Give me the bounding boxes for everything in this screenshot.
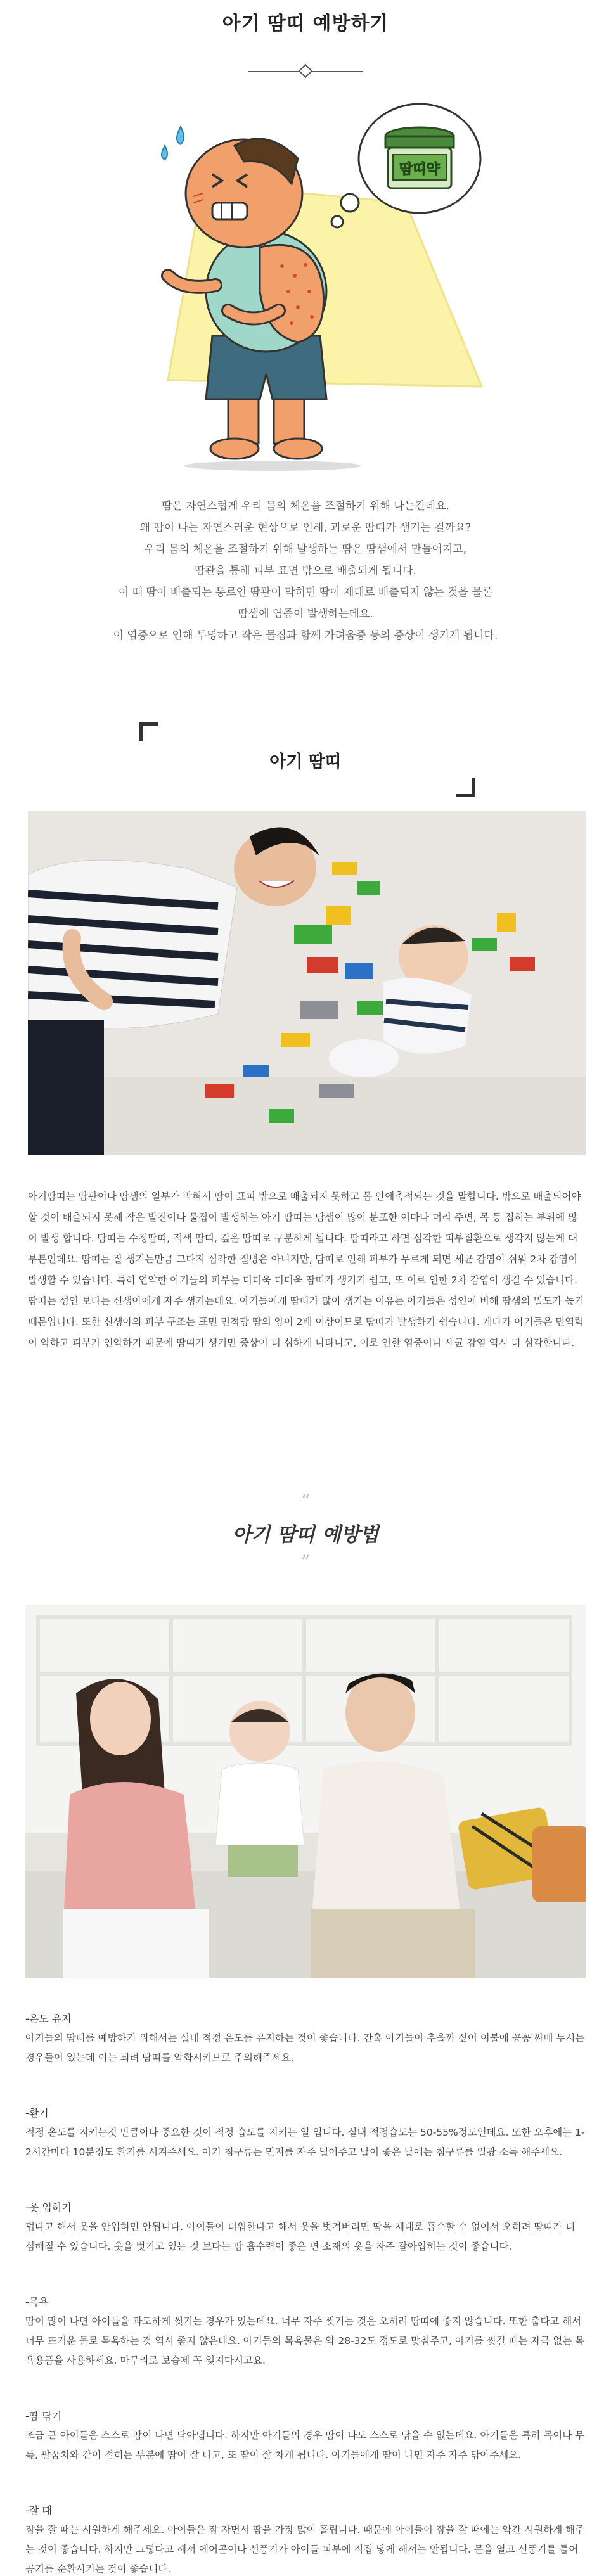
intro-line: 이 염증으로 인해 투명하고 작은 물집과 함께 가려움증 등의 증상이 생기게 됩니다.	[113, 629, 498, 642]
section1-paragraph: 땀띠는 성인 보다는 신생아에게 자주 생기는데요. 아기들에게 땀띠가 많이 생기는 이유는 아기들은 성인에 비해 땀샘의 밀도가 높기 때문입니다. 또한 신생아의 피부 구조는 표면 면적당 땀의 양이 2배 이상이므로 땀띠가 발생하기 쉽습니다. 게다가 아기들은 면역력이 약하고 피부가 연약하기 때문에 땀띠가 생기면 증상이 더 심하게 나타나고, 이로 인한 염증이나 세균 감염 역시 더 심각합니다.	[28, 1295, 584, 1349]
tip-wiping-sweat	[25, 2406, 586, 2465]
tip-title: -온도 유지	[25, 2013, 72, 2025]
page-title: 아기 땀띠 예방하기	[222, 13, 389, 35]
close-quote-icon: ”	[300, 1551, 311, 1572]
title-bracket-top-left	[139, 722, 158, 741]
father-and-baby-lying-on-floor-with-toy-blocks-photo	[28, 811, 586, 1155]
section1-body	[28, 1186, 586, 1354]
intro-line: 이 때 땀이 배출되는 통로인 땀관이 막히면 땀이 제대로 배출되지 않는 것을 물론	[118, 586, 493, 599]
intro-text	[63, 496, 548, 646]
section-title-prevention: 아기 땀띠 예방법	[232, 1523, 379, 1546]
tip-title: -목욕	[25, 2296, 49, 2308]
tip-body: 적정 온도를 지키는것 만큼이나 중요한 것이 적정 습도를 지키는 일 입니다. 실내 적정습도는 50-55%정도인데요. 또한 오후에는 1-2시간마다 10분정도 환기를 시켜주세요. 아기 침구류는 먼지를 자주 털어주고 날이 좋은 날에는 침구류를 일광 소독 해주세요.	[25, 2127, 585, 2158]
tip-clothing	[25, 2198, 586, 2257]
divider-diamond-icon	[299, 64, 313, 79]
tip-temperature	[25, 2009, 586, 2068]
intro-line: 우리 몸의 체온을 조절하기 위해 발생하는 땀은 땀샘에서 만들어지고,	[144, 543, 467, 556]
tip-title: -잘 때	[25, 2504, 52, 2516]
section-title-baby-heat-rash: 아기 땀띠	[269, 752, 342, 772]
jar-label: 땀띠약	[399, 162, 440, 177]
open-quote-icon: “	[300, 1490, 311, 1511]
tip-body: 잠을 잘 때는 시원하게 해주세요. 아이들은 잠 자면서 땀을 가장 많이 흘립니다. 때문에 아이들이 잠을 잘 때에는 약간 시원하게 해주는 것이 좋습니다. 하지만 그렇다고 해서 에어콘이나 선풍기가 아이들 피부에 직접 닿게 해서는 안됩니다. 문을 열고 선풍기를 틀어 공기를 순환시키는 것이 좋습니다.	[25, 2524, 585, 2575]
intro-line: 땀관을 통해 피부 표면 밖으로 배출되게 됩니다.	[195, 565, 416, 577]
tip-title: -옷 입히기	[25, 2201, 72, 2214]
tip-body: 아기들의 땀띠를 예방하기 위해서는 실내 적정 온도를 유지하는 것이 좋습니다. 간혹 아기들이 추울까 싶어 이불에 꽁꽁 싸매 두시는 경우들이 있는데 이는 되려 땀띠를 악화시키므로 주의해주세요.	[25, 2032, 585, 2063]
tip-sleeping	[25, 2501, 586, 2576]
ointment-jar-icon	[385, 127, 454, 188]
intro-line: 땀은 자연스럽게 우리 몸의 체온을 조절하기 위해 나는건데요.	[162, 500, 449, 513]
sweating-cartoon-man-with-rash-icon	[108, 101, 507, 488]
intro-line: 왜 땀이 나는 자연스러운 현상으로 인해, 괴로운 땀띠가 생기는 걸까요?	[139, 522, 472, 534]
tip-title: -환기	[25, 2107, 49, 2119]
family-portrait-on-sofa-photo	[25, 1605, 586, 1978]
intro-line: 땀샘에 염증이 발생하는데요.	[238, 608, 373, 620]
tip-ventilation	[25, 2103, 586, 2162]
tip-bathing	[25, 2292, 586, 2371]
tip-body: 덥다고 해서 옷을 안입혀면 안됩니다. 아이들이 더워한다고 해서 옷을 벗겨버리면 땀을 제대로 흡수할 수 없어서 오히려 땀띠가 더 심해질 수 있습니다. 옷을 벗기고 있는 것 보다는 땀 흡수력이 좋은 면 소재의 옷을 자주 갈아입히는 것이 좋습니다.	[25, 2221, 576, 2252]
title-bracket-bottom-right	[456, 778, 475, 797]
tip-title: -땀 닦기	[25, 2410, 62, 2422]
section1-paragraph: 아기땀띠는 땀관이나 땀샘의 일부가 막혀서 땀이 표피 밖으로 배출되지 못하고 몸 안에축적되는 것을 말합니다. 밖으로 배출되어야 할 것이 배출되지 못해 작은 발진이나 물집이 발생하는 아기 땀띠는 땀샘이 많이 분포한 이마나 머리 주변, 목 등 접히는 부위에 많이 발생 합니다. 땀띠는 수정땀띠, 적색 땀띠, 깊은 땀띠로 구분하게 됩니다. 땀띠라고 하면 심각한 피부질환으로 생각지 않는게 대부분인데요. 땀띠는 잘 생기는만큼 그다지 심각한 질병은 아니지만, 땀띠로 인해 피부가 무르게 되면 세균 감염이 쉬워 2차 감염이 발생할 수 있습니다. 특히 연약한 아기들의 피부는 더더욱 더더욱 땀띠가 생기기 쉽고, 또 이로 인한 2차 감염이 생길 수 있습니다.	[28, 1191, 581, 1286]
tip-body: 조금 큰 아이들은 스스로 땀이 나면 닦아냅니다. 하지만 아기들의 경우 땀이 나도 스스로 닦을 수 없는데요. 아기들은 특히 목이나 무릎, 팔꿈치와 같이 접히는 부분에 땀이 잘 나고, 또 땀이 잘 차게 됩니다. 아기들에게 땀이 나면 자주 자주 닦아주세요.	[25, 2430, 585, 2461]
tip-body: 땀이 많이 나면 아이들을 과도하게 씻기는 경우가 있는데요. 너무 자주 씻기는 것은 오히려 땀띠에 좋지 않습니다. 또한 춥다고 해서 너무 뜨거운 물로 목욕하는 것 역시 좋지 않은데요. 아기들의 목욕물은 약 28-32도 정도로 맞춰주고, 아기를 씻길 때는 자극 없는 목욕용품을 사용하세요. 마무리로 보습제 꼭 잊지마시고요.	[25, 2316, 585, 2366]
prevention-tips	[25, 2009, 586, 2576]
